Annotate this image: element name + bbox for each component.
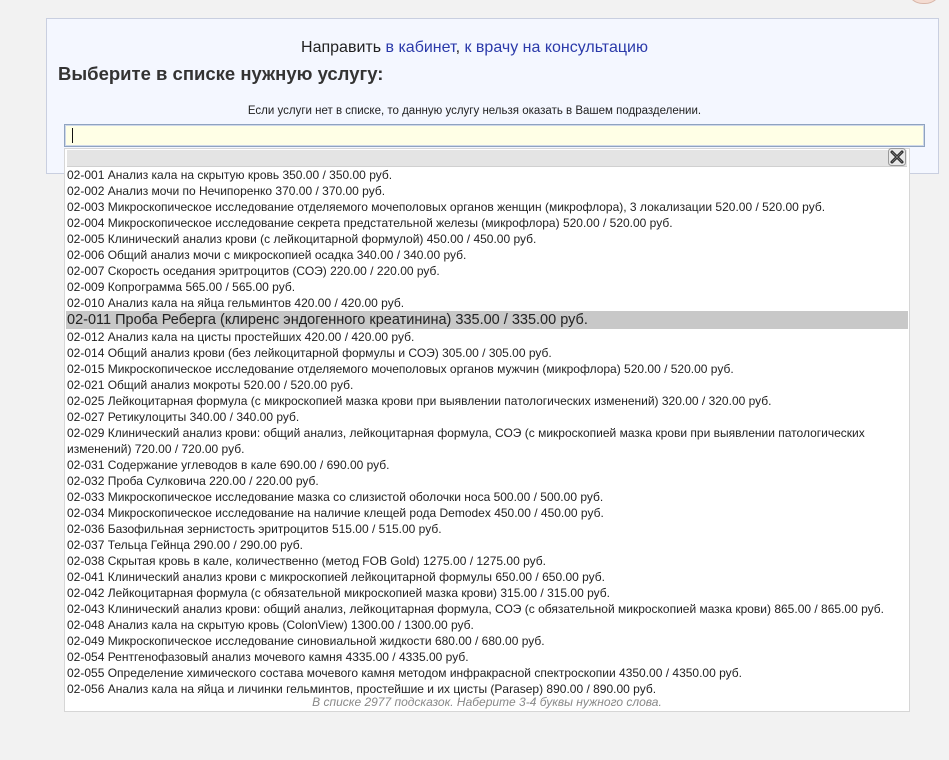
service-option[interactable]: 02-005 Клинический анализ крови (с лейкоцитарной формулой) 450.00 / 450.00 руб. xyxy=(67,232,537,246)
service-option[interactable]: 02-043 Клинический анализ крови: общий анализ, лейкоцитарная формула, СОЭ (с обязательной микроскопией мазка крови) 865.00 / 865.00 руб. xyxy=(67,602,884,616)
service-option[interactable]: 02-004 Микроскопическое исследование секрета предстательной железы (микрофлора) 520.00 / 520.00 руб. xyxy=(67,216,673,230)
direct-line xyxy=(0,39,949,57)
service-option[interactable]: 02-015 Микроскопическое исследование отделяемого мочеполовых органов мужчин (микрофлора) 520.00 / 520.00 руб. xyxy=(67,362,734,376)
service-option[interactable]: 02-003 Микроскопическое исследование отделяемого мочеполовых органов женщин (микрофлора), 3 локализации 520.00 / 520.00 руб. xyxy=(67,200,826,214)
service-option[interactable]: 02-002 Анализ мочи по Нечипоренко 370.00 / 370.00 руб. xyxy=(67,184,386,198)
service-option[interactable]: 02-001 Анализ кала на скрытую кровь 350.00 / 350.00 руб. xyxy=(67,168,393,182)
service-option[interactable]: 02-032 Проба Сулковича 220.00 / 220.00 руб. xyxy=(67,474,319,488)
service-option[interactable]: 02-034 Микроскопическое исследование на наличие клещей рода Demodex 450.00 / 450.00 руб. xyxy=(67,506,604,520)
service-option[interactable]: 02-029 Клинический анализ крови: общий анализ, лейкоцитарная формула, СОЭ (с микроскопией мазка крови при выявлении патологических изменений) 720.00 / 720.00 руб. xyxy=(67,426,865,456)
service-option[interactable]: 02-056 Анализ кала на яйца и личинки гельминтов, простейшие и их цисты (Parasep) 890.00 / 890.00 руб. xyxy=(67,682,657,696)
close-x-icon[interactable] xyxy=(888,148,906,166)
service-option[interactable]: 02-054 Рентгенофазовый анализ мочевого камня 4335.00 / 4335.00 руб. xyxy=(67,650,469,664)
service-option[interactable]: 02-007 Скорость оседания эритроцитов (СОЭ) 220.00 / 220.00 руб. xyxy=(67,264,440,278)
link-separator: , xyxy=(455,39,461,56)
link-doctor-consultation[interactable]: к врачу на консультацию xyxy=(464,39,648,56)
service-option[interactable]: 02-021 Общий анализ мокроты 520.00 / 520.00 руб. xyxy=(67,378,354,392)
service-option[interactable]: 02-031 Содержание углеводов в кале 690.00 / 690.00 руб. xyxy=(67,458,390,472)
service-option[interactable]: 02-041 Клинический анализ крови с микроскопией лейкоцитарной формулы 650.00 / 650.00 руб. xyxy=(67,570,606,584)
service-option[interactable]: 02-012 Анализ кала на цисты простейших 420.00 / 420.00 руб. xyxy=(67,330,415,344)
service-option[interactable]: 02-037 Тельца Гейнца 290.00 / 290.00 руб. xyxy=(67,538,303,552)
direct-label: Направить xyxy=(301,39,382,56)
service-search-input[interactable] xyxy=(64,124,925,147)
service-option[interactable]: 02-038 Скрытая кровь в кале, количественно (метод FOB Gold) 1275.00 / 1275.00 руб. xyxy=(67,554,546,568)
service-option[interactable]: 02-048 Анализ кала на скрытую кровь (ColonView) 1300.00 / 1300.00 руб. xyxy=(67,618,474,632)
service-option[interactable]: 02-025 Лейкоцитарная формула (с микроскопией мазка крови при выявлении патологических изменений) 320.00 / 320.00 руб. xyxy=(67,394,772,408)
service-option[interactable]: 02-011 Проба Реберга (клиренс эндогенного креатинина) 335.00 / 335.00 руб. xyxy=(66,311,908,329)
service-option[interactable]: 02-009 Копрограмма 565.00 / 565.00 руб. xyxy=(67,280,296,294)
service-option[interactable]: 02-036 Базофильная зернистость эритроцитов 515.00 / 515.00 руб. xyxy=(67,522,442,536)
suggestions-list xyxy=(66,167,908,697)
page-title: Выберите в списке нужную услугу: xyxy=(58,63,384,84)
service-option[interactable]: 02-006 Общий анализ мочи с микроскопией осадка 340.00 / 340.00 руб. xyxy=(67,248,467,262)
service-option[interactable]: 02-010 Анализ кала на яйца гельминтов 420.00 / 420.00 руб. xyxy=(67,296,405,310)
suggestions-count-hint: В списке 2977 подсказок. Наберите 3-4 буквы нужного слова. xyxy=(312,695,662,709)
text-caret xyxy=(72,128,73,143)
user-avatar[interactable] xyxy=(906,0,942,4)
service-option[interactable]: 02-042 Лейкоцитарная формула (с обязательной микроскопией мазка крови) 315.00 / 315.00 руб. xyxy=(67,586,610,600)
service-option[interactable]: 02-049 Микроскопическое исследование синовиальной жидкости 680.00 / 680.00 руб. xyxy=(67,634,545,648)
service-option[interactable]: 02-027 Ретикулоциты 340.00 / 340.00 руб. xyxy=(67,410,300,424)
service-hint: Если услуги нет в списке, то данную услугу нельзя оказать в Вашем подразделении. xyxy=(247,105,702,117)
service-option[interactable]: 02-055 Определение химического состава мочевого камня методом инфракрасной спектроскопии 4350.00 / 4350.00 руб. xyxy=(67,666,742,680)
service-option[interactable]: 02-014 Общий анализ крови (без лейкоцитарной формулы и СОЭ) 305.00 / 305.00 руб. xyxy=(67,346,552,360)
service-option[interactable]: 02-033 Микроскопическое исследование мазка со слизистой оболочки носа 500.00 / 500.00 руб. xyxy=(67,490,604,504)
link-cabinet[interactable]: в кабинет xyxy=(385,39,456,56)
dropdown-header xyxy=(67,150,907,167)
